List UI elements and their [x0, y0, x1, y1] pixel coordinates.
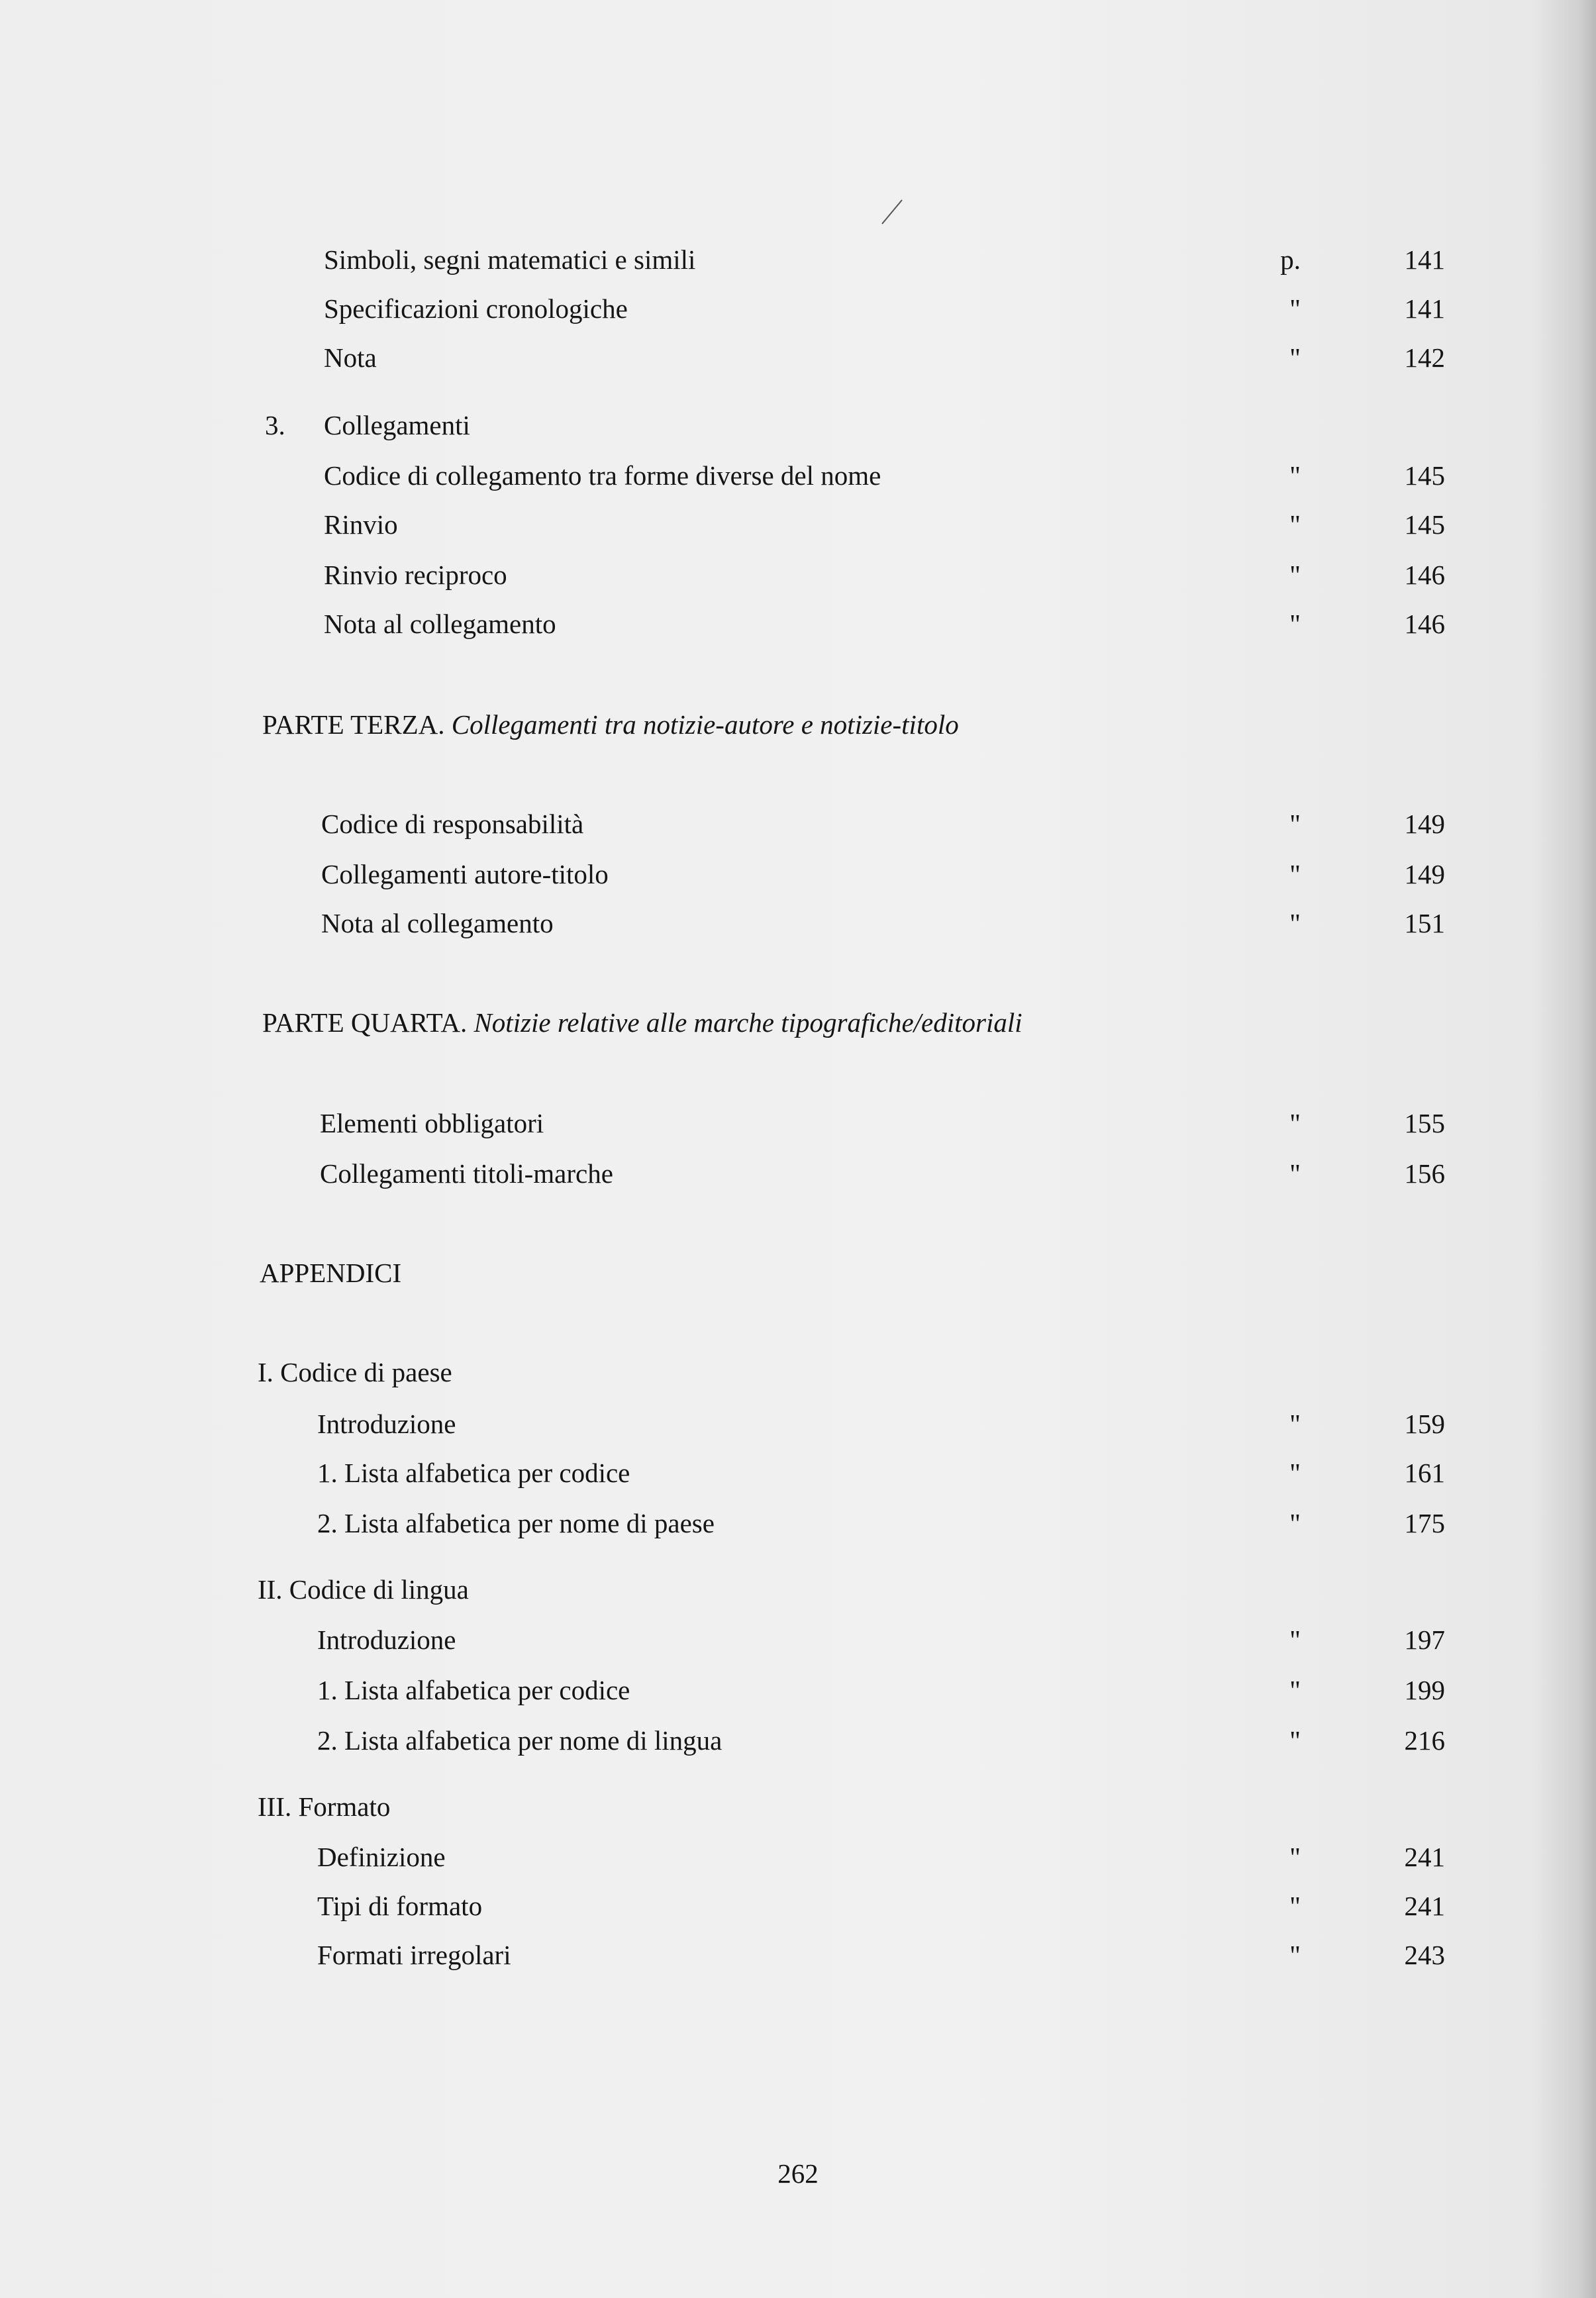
toc-entry-text: Formati irregolari	[317, 1940, 511, 1970]
toc-entry-text: Introduzione	[317, 1624, 456, 1655]
toc-entry-title	[324, 454, 881, 497]
page-number: 262	[777, 2158, 819, 2189]
toc-entry	[0, 1452, 1596, 1494]
toc-entry-text: Nota al collegamento	[324, 609, 556, 639]
page-marker: "	[1289, 1940, 1301, 1970]
page-reference: 141	[1404, 244, 1445, 275]
toc-entry-text: PARTE TERZA.	[262, 709, 445, 740]
page-reference: 151	[1404, 908, 1445, 938]
page-marker: "	[1289, 609, 1301, 639]
toc-entry-text: Nota al collegamento	[321, 908, 554, 938]
page-marker: p.	[1280, 244, 1301, 275]
toc-entry	[0, 1669, 1596, 1711]
page-reference: 142	[1404, 342, 1445, 373]
toc-entry-text: APPENDICI	[260, 1258, 402, 1288]
toc-entry-title	[317, 1619, 456, 1661]
page-reference: 175	[1404, 1508, 1445, 1538]
toc-entry-title	[262, 703, 959, 746]
toc-entry-label: 3.	[265, 410, 285, 440]
page-marker: "	[1289, 809, 1301, 839]
page-marker: "	[1289, 1891, 1301, 1921]
page-marker: "	[1289, 342, 1301, 373]
page-marker: "	[1289, 509, 1301, 540]
toc-entry-title	[317, 1452, 630, 1494]
page-reference: 145	[1404, 460, 1445, 491]
toc-entry	[0, 287, 1596, 330]
page-reference: 149	[1404, 859, 1445, 889]
toc-entry-text: Rinvio reciproco	[324, 560, 507, 590]
toc-entry	[0, 554, 1596, 596]
page-marker: "	[1289, 908, 1301, 938]
toc-entry-title	[324, 503, 398, 546]
page-reference: 216	[1404, 1725, 1445, 1756]
toc-entry-title	[324, 404, 470, 446]
page-reference: 146	[1404, 609, 1445, 639]
page-marker: "	[1289, 293, 1301, 324]
toc-entry-title	[317, 1934, 511, 1976]
page-marker: "	[1289, 1842, 1301, 1872]
toc-entry-text: Collegamenti titoli-marche	[320, 1158, 613, 1189]
toc-entry	[0, 1619, 1596, 1661]
toc-entry-title	[324, 554, 507, 596]
toc-entry	[0, 1719, 1596, 1762]
toc-entry	[0, 902, 1596, 944]
toc-entry-title	[324, 238, 695, 281]
toc-entry	[0, 238, 1596, 281]
toc-entry-text: III. Formato	[258, 1791, 391, 1822]
toc-entry	[0, 454, 1596, 497]
toc-entry	[0, 1351, 1596, 1393]
toc-entry-title	[317, 1719, 722, 1762]
toc-entry-text: 1. Lista alfabetica per codice	[317, 1458, 630, 1488]
toc-entry	[0, 1885, 1596, 1927]
toc-entry	[0, 1934, 1596, 1976]
toc-entry-title	[317, 1836, 446, 1878]
page-marker: "	[1289, 1108, 1301, 1138]
page-marker: "	[1289, 1158, 1301, 1189]
toc-entry-text: 2. Lista alfabetica per nome di lingua	[317, 1725, 723, 1756]
page-reference: 155	[1404, 1108, 1445, 1138]
toc-entry	[0, 336, 1596, 379]
toc-entry	[0, 1403, 1596, 1445]
page-marker: "	[1289, 1624, 1301, 1655]
page-reference: 197	[1404, 1624, 1445, 1655]
page-reference: 141	[1404, 293, 1445, 324]
toc-entry-text: Collegamenti autore-titolo	[321, 859, 609, 889]
toc-entry	[0, 603, 1596, 645]
toc-entry-title	[324, 603, 556, 645]
toc-entry-title	[317, 1885, 482, 1927]
toc-entry-title	[320, 1102, 544, 1144]
toc-entry-subtitle: Notizie relative alle marche tipografiche/editoriali	[474, 1007, 1022, 1038]
toc-entry-title	[258, 1568, 469, 1611]
toc-entry	[0, 1502, 1596, 1544]
toc-entry-title	[324, 287, 628, 330]
toc-entry	[0, 503, 1596, 546]
toc-entry-text: Codice di collegamento tra forme diverse del nome	[324, 460, 881, 491]
toc-entry-text: Rinvio	[324, 509, 398, 540]
toc-entry-text: Specificazioni cronologiche	[324, 293, 628, 324]
toc-entry-text: I. Codice di paese	[258, 1357, 452, 1387]
toc-entry	[0, 1785, 1596, 1828]
page-marker: "	[1289, 859, 1301, 889]
toc-entry-title	[258, 1785, 390, 1828]
toc-entry-title	[262, 1001, 1022, 1044]
toc-entry	[0, 1001, 1596, 1044]
toc-entry-title	[260, 1252, 401, 1294]
toc-entry-title	[321, 803, 583, 845]
toc-entry-text: Definizione	[317, 1842, 446, 1872]
toc-entry	[0, 404, 1596, 446]
toc-entry-text: II. Codice di lingua	[258, 1574, 469, 1605]
page-marker: "	[1289, 1409, 1301, 1439]
toc-entry-title	[317, 1669, 630, 1711]
page-marker: "	[1289, 560, 1301, 590]
toc-entry-text: Simboli, segni matematici e simili	[324, 244, 696, 275]
toc-entry-title	[320, 1152, 613, 1195]
toc-entry-title	[321, 902, 554, 944]
toc-entry-text: 1. Lista alfabetica per codice	[317, 1675, 630, 1705]
toc-entry-title	[324, 336, 377, 379]
page-marker: "	[1289, 1725, 1301, 1756]
page-reference: 161	[1404, 1458, 1445, 1488]
toc-entry-title	[321, 853, 609, 895]
toc-entry	[0, 1152, 1596, 1195]
toc-entry-title	[317, 1403, 456, 1445]
toc-entry-text: Nota	[324, 342, 377, 373]
page-reference: 159	[1404, 1409, 1445, 1439]
page-reference: 199	[1404, 1675, 1445, 1705]
toc-entry-text: PARTE QUARTA.	[262, 1007, 468, 1038]
toc-entry-text: Codice di responsabilità	[321, 809, 584, 839]
toc-entry	[0, 853, 1596, 895]
toc-entry	[0, 1836, 1596, 1878]
page-reference: 241	[1404, 1842, 1445, 1872]
toc-entry-text: Tipi di formato	[317, 1891, 483, 1921]
page-reference: 156	[1404, 1158, 1445, 1189]
page-reference: 146	[1404, 560, 1445, 590]
page-marker: "	[1289, 460, 1301, 491]
toc-entry-text: Introduzione	[317, 1409, 456, 1439]
page-marker: "	[1289, 1675, 1301, 1705]
toc-entry-subtitle: Collegamenti tra notizie-autore e notizie-titolo	[451, 709, 959, 740]
toc-entry	[0, 703, 1596, 746]
page-reference: 243	[1404, 1940, 1445, 1970]
page-reference: 149	[1404, 809, 1445, 839]
toc-entry-text: Collegamenti	[324, 410, 470, 440]
page-marker: "	[1289, 1508, 1301, 1538]
toc-entry	[0, 1102, 1596, 1144]
toc-entry-title	[258, 1351, 452, 1393]
toc-entry-text: 2. Lista alfabetica per nome di paese	[317, 1508, 715, 1538]
toc-entry-text: Elementi obbligatori	[320, 1108, 544, 1138]
page-reference: 145	[1404, 509, 1445, 540]
toc-entry-title	[317, 1502, 715, 1544]
toc-entry	[0, 1568, 1596, 1611]
page-marker: "	[1289, 1458, 1301, 1488]
toc-entry	[0, 803, 1596, 845]
page-reference: 241	[1404, 1891, 1445, 1921]
toc-entry	[0, 1252, 1596, 1294]
